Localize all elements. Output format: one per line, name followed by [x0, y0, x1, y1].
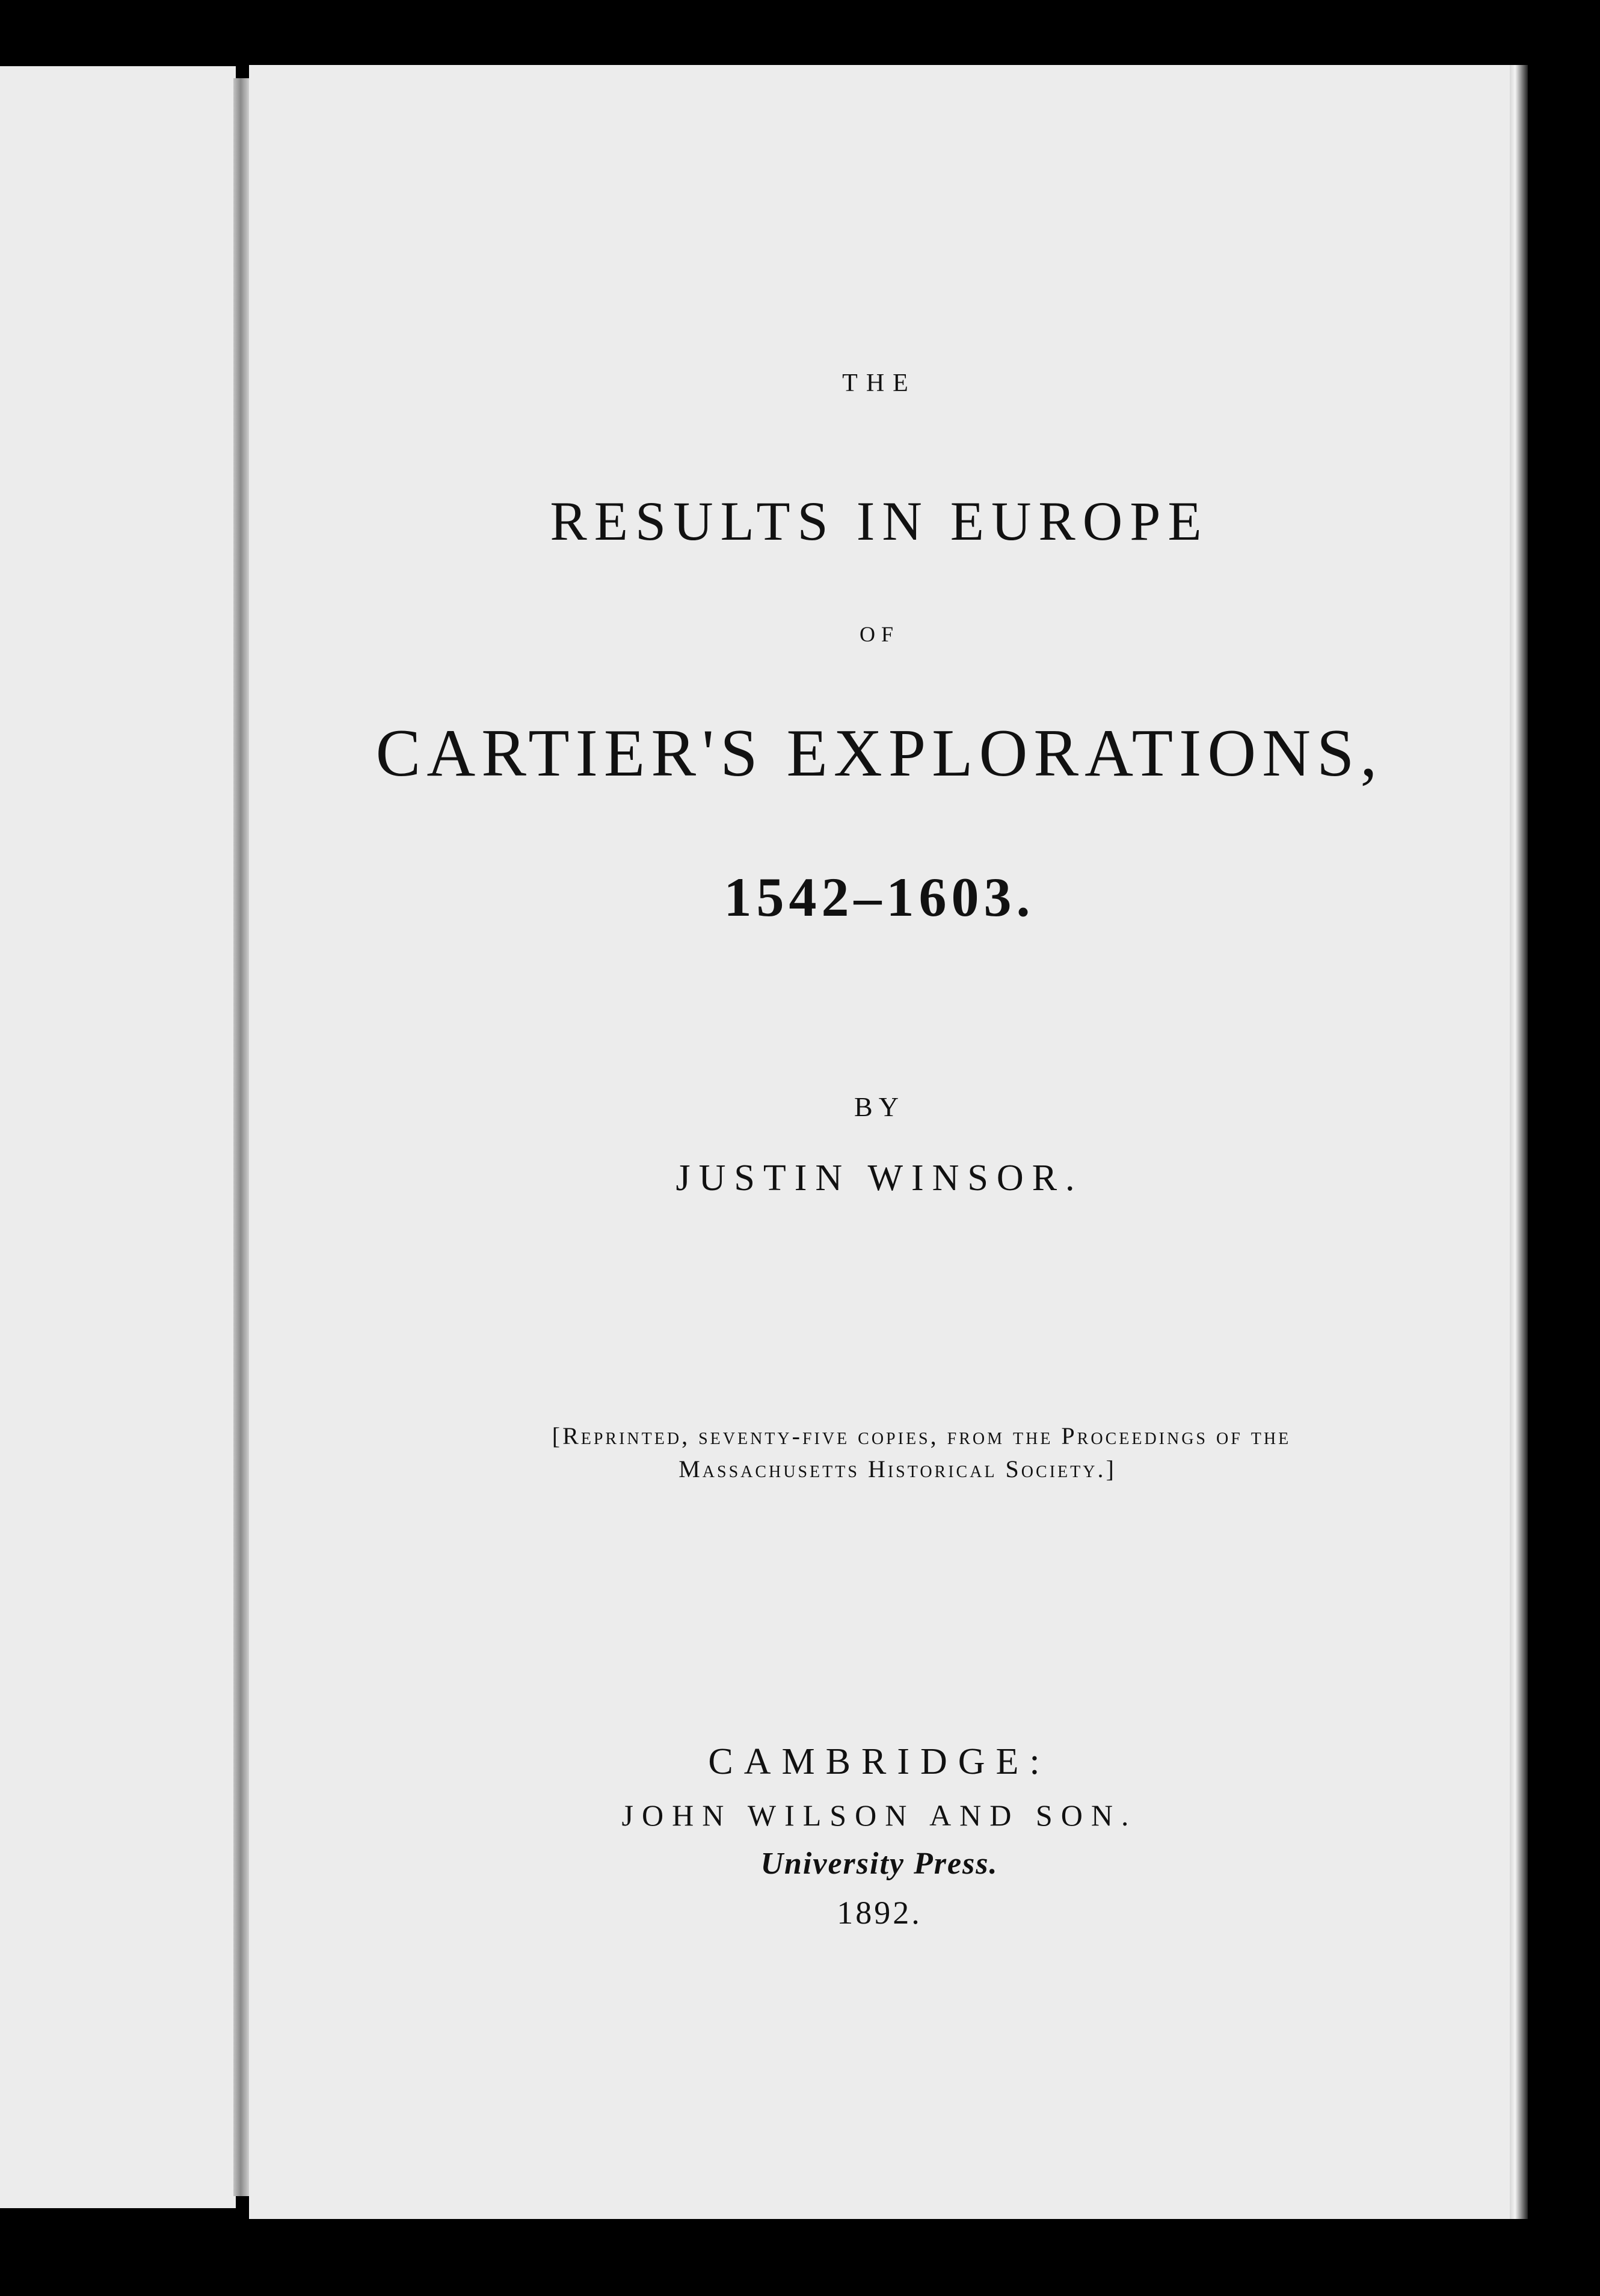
imprint-year: 1892.: [837, 1895, 922, 1931]
facing-page: [0, 66, 236, 2208]
reprint-note-line-1: [Reprinted, seventy-five copies, from the Proceedings of the: [552, 1422, 1291, 1449]
title-years: 1542–1603.: [724, 866, 1035, 928]
byline-label: BY: [854, 1091, 905, 1122]
imprint-publisher: JOHN WILSON AND SON.: [621, 1798, 1137, 1832]
title-main: RESULTS IN EUROPE: [550, 490, 1209, 552]
title-page: [249, 65, 1510, 2219]
imprint-city: CAMBRIDGE:: [708, 1741, 1051, 1782]
title-subject: CARTIER'S EXPLORATIONS,: [375, 716, 1383, 791]
page-block-edge: [1510, 65, 1528, 2219]
author-name: JUSTIN WINSOR.: [675, 1158, 1083, 1199]
imprint-press: University Press.: [760, 1847, 998, 1881]
title-article: THE: [842, 369, 917, 397]
reprint-note-line-2: Massachusetts Historical Society.]: [678, 1455, 1116, 1483]
title-connector: OF: [859, 622, 900, 646]
